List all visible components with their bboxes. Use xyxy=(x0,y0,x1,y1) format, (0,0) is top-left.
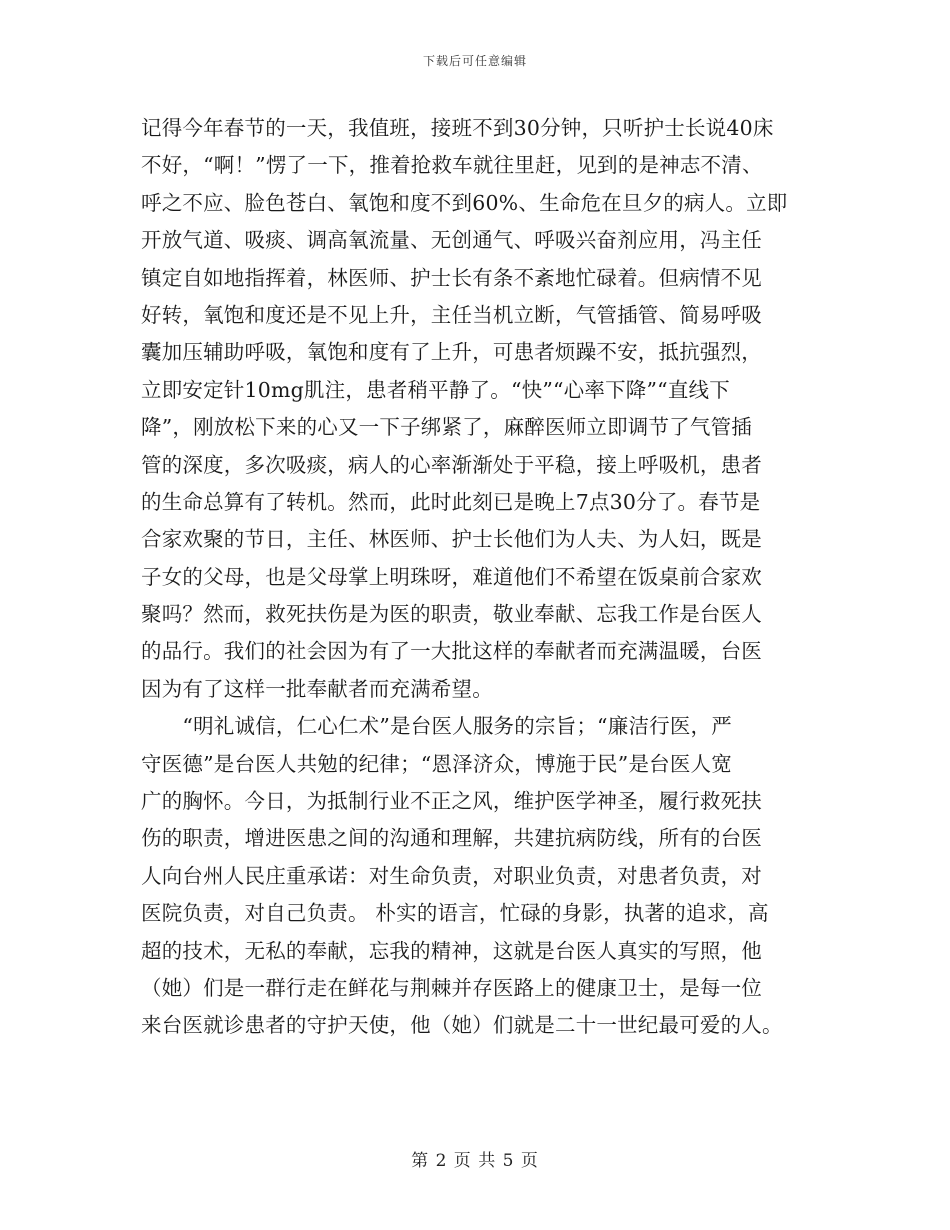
text-line: （她）们是一群行走在鲜花与荆棘并存医路上的健康卫士，是每一位 xyxy=(141,975,762,1000)
text-line: 不好，“啊！”愣了一下，推着抢救车就往里赶，见到的是神志不清、 xyxy=(141,153,763,178)
text-line: 聚吗？然而，救死扶伤是为医的职责，敬业奉献、忘我工作是台医人 xyxy=(141,602,762,627)
text-line: 立即安定针10mg肌注，患者稍平静了。“快”“心率下降”“直线下 xyxy=(141,377,730,402)
page-footer: 第 2 页 共 5 页 xyxy=(411,1151,539,1171)
text-line: 守医德”是台医人共勉的纪律；“恩泽济众，博施于民”是台医人宽 xyxy=(141,751,732,776)
text-line: 囊加压辅助呼吸，氧饱和度有了上升，可患者烦躁不安，抵抗强烈， xyxy=(141,340,762,365)
text-line: “明礼诚信，仁心仁术”是台医人服务的宗旨；“廉洁行医，严 xyxy=(141,714,732,739)
text-line: 开放气道、吸痰、调高氧流量、无创通气、呼吸兴奋剂应用，冯主任 xyxy=(141,228,762,253)
text-line: 的品行。我们的社会因为有了一大批这样的奉献者而充满温暖，台医 xyxy=(141,639,762,664)
text-line: 记得今年春节的一天，我值班，接班不到30分钟，只听护士长说40床 xyxy=(141,116,774,140)
text-line: 降”，刚放松下来的心又一下子绑紧了，麻醉医师立即调节了气管插 xyxy=(141,415,752,440)
text-line: 的生命总算有了转机。然而，此时此刻已是晚上7点30分了。春节是 xyxy=(141,489,761,514)
text-line: 子女的父母，也是父母掌上明珠呀，难道他们不希望在饭桌前合家欢 xyxy=(141,564,762,589)
text-line: 超的技术，无私的奉献，忘我的精神，这就是台医人真实的写照，他 xyxy=(141,938,762,963)
text-line: 来台医就诊患者的守护天使，他（她）们就是二十一世纪最可爱的人。 xyxy=(141,1013,783,1038)
text-line: 医院负责，对自己负责。 朴实的语言，忙碌的身影，执著的追求，高 xyxy=(141,901,769,926)
text-line: 好转，氧饱和度还是不见上升，主任当机立断，气管插管、简易呼吸 xyxy=(141,302,762,327)
body-text xyxy=(141,110,813,1045)
text-line: 镇定自如地指挥着，林医师、护士长有条不紊地忙碌着。但病情不见 xyxy=(141,265,762,290)
page-header: 下载后可任意编辑 xyxy=(422,54,527,68)
text-line: 呼之不应、脸色苍白、氧饱和度不到60%、生命危在旦夕的病人。立即 xyxy=(141,190,788,215)
text-line: 人向台州人民庄重承诺：对生命负责，对职业负责，对患者负责，对 xyxy=(141,863,762,888)
text-line: 伤的职责，增进医患之间的沟通和理解，共建抗病防线，所有的台医 xyxy=(141,826,762,851)
text-line: 因为有了这样一批奉献者而充满希望。 xyxy=(141,676,493,701)
text-line: 合家欢聚的节日，主任、林医师、护士长他们为人夫、为人妇，既是 xyxy=(141,527,762,552)
text-line: 管的深度，多次吸痰，病人的心率渐渐处于平稳，接上呼吸机，患者 xyxy=(141,452,762,477)
text-line: 广的胸怀。今日，为抵制行业不正之风，维护医学神圣，履行救死扶 xyxy=(141,789,762,814)
